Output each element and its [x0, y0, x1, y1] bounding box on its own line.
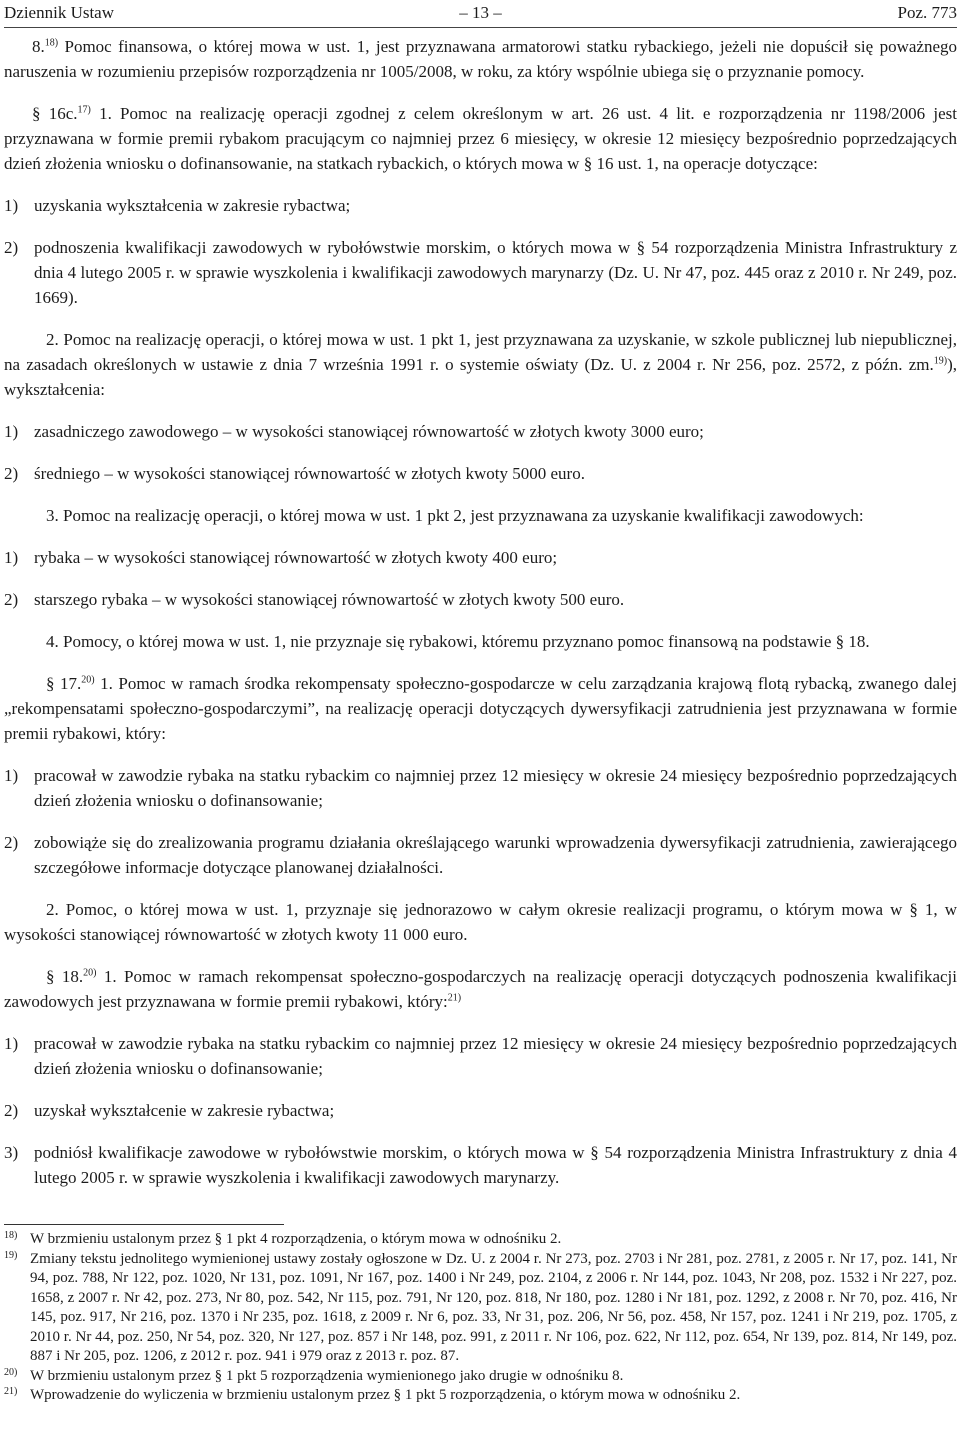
footnote: 19) Zmiany tekstu jednolitego wymienionej ustawy zostały ogłoszone w Dz. U. z 2004 r. Nr 273, poz. 2703 i Nr 281, poz. 2781, z 2005 r. Nr 17, poz. 141, Nr 94, poz. 788, Nr 122, poz. 1020, Nr 131, poz. 1091, Nr 167, poz. 1400 i Nr 249, poz. 2104, z 2006 r. Nr 144, poz. 1043, Nr 208, poz. 1532 i Nr 227, poz. 1658, z 2007 r. Nr 42, poz. 273, Nr 80, poz. 542, Nr 115, poz. 791, Nr 120, poz. 818, Nr 180, poz. 1280 i Nr 181, poz. 1292, z 2008 r. Nr 70, poz. 416, Nr 145, poz. 917, Nr 216, poz. 1370 i Nr 235, poz. 1618, z 2009 r. Nr 6, poz. 33, Nr 31, poz. 206, Nr 56, poz. 458, Nr 157, poz. 1241 i Nr 219, poz. 1705, z 2010 r. Nr 44, poz. 250, Nr 54, poz. 320, Nr 127, poz. 857 i Nr 148, poz. 991, z 2011 r. Nr 106, poz. 622, Nr 112, poz. 654, Nr 139, poz. 814, Nr 149, poz. 887 i Nr 205, poz. 1206, z 2012 r. poz. 941 i 979 oraz z 2013 r. poz. 87. — [4, 1249, 957, 1364]
footnote-ref: 21) — [447, 992, 462, 1004]
footnotes — [4, 1230, 957, 1406]
footnote: 21) Wprowadzenie do wyliczenia w brzmieniu ustalonym przez § 1 pkt 5 rozporządzenia, o którym mowa w odnośniku 2. — [4, 1386, 741, 1403]
list-item: 2) zobowiąże się do zrealizowania programu działania określającego warunki wprowadzenia dywersyfikacji zatrudnienia, zawierającego szczegółowe informacje dotyczące planowanej działalności. — [4, 833, 957, 877]
list-item: 2) starszego rybaka – w wysokości stanowiącej równowartość w złotych kwoty 500 euro. — [4, 590, 625, 609]
list-item: 2) średniego – w wysokości stanowiącej równowartość w złotych kwoty 5000 euro. — [4, 464, 585, 483]
list-item: 1) rybaka – w wysokości stanowiącej równowartość w złotych kwoty 400 euro; — [4, 548, 558, 567]
section-heading: § 16c. — [32, 104, 78, 123]
footnote-ref: 19) — [933, 355, 948, 367]
footnote-ref: 17) — [77, 104, 91, 116]
list-item: 2) uzyskał wykształcenie w zakresie rybactwa; — [4, 1101, 335, 1120]
footnote-ref: 18) — [44, 37, 59, 49]
journal-title: Dziennik Ustaw — [4, 3, 115, 22]
footnote: 18) W brzmieniu ustalonym przez § 1 pkt 4 rozporządzenia, o którym mowa w odnośniku 2. — [4, 1230, 562, 1247]
footnote-ref: 20) — [81, 674, 95, 686]
section-heading: § 18. — [46, 967, 84, 986]
document-body — [4, 34, 957, 1207]
section-17-para-1: § 17.$^{20)}$ 1. Pomoc w ramach środka rekompensaty społeczno-gospodarcze w celu zarządzania krajową flotą rybacką, zwanego dalej „rekompensatami społeczno-gospodarczymi”, na realizację operacji dotyczących dywersyfikacji zatrudnienia jest przyznawana w formie premii rybakowi, który: — [4, 674, 957, 743]
section-18-para-1: § 18.$^{20)}$ 1. Pomoc w ramach rekompensat społeczno-gospodarczych na realizację operacji dotyczących podnoszenia kwalifikacji zawodowych jest przyznawana w formie premii rybakowi, który:$^{21)}$ — [4, 967, 958, 1011]
list-item: 1) pracował w zawodzie rybaka na statku rybackim co najmniej przez 12 miesięcy w okresie 24 miesięcy bezpośrednio poprzedzających dzień złożenia wniosku o dofinansowanie; — [4, 1034, 957, 1078]
header-rule — [4, 27, 957, 28]
section-16c-para-1: § 16c.$^{17)}$ 1. Pomoc na realizację operacji zgodnej z celem określonym w art. 26 ust. 4 lit. e rozporządzenia nr 1198/2006 jest przyznawana w formie premii rybakom pracującym co najmniej przez 6 miesięcy, w okresie 12 miesięcy bezpośrednio poprzedzających dzień złożenia wniosku o dofinansowanie, na statkach rybackich, o których mowa w § 16 ust. 1, na operacje dotyczące: — [4, 104, 957, 173]
list-item: 3) podniósł kwalifikacje zawodowe w rybołówstwie morskim, o których mowa w § 54 rozporządzenia Ministra Infrastruktury z dnia 4 lutego 2005 r. w sprawie wyszkolenia i kwalifikacji zawodowych marynarzy. — [4, 1143, 957, 1187]
list-item: 1) zasadniczego zawodowego – w wysokości stanowiącej równowartość w złotych kwoty 3000 euro; — [4, 422, 704, 441]
section-16c-para-2: 2. Pomoc na realizację operacji, o której mowa w ust. 1 pkt 1, jest przyznawana za uzyskanie, w szkole publicznej lub niepublicznej, na zasadach określonych w ustawie z dnia 7 września 1991 r. o systemie oświaty (Dz. U. z 2004 r. Nr 256, poz. 2572, z późn. zm.$^{19)}$), wykształcenia: — [4, 330, 957, 399]
section-16c-para-3: 3. Pomoc na realizację operacji, o której mowa w ust. 1 pkt 2, jest przyznawana za uzyskanie kwalifikacji zawodowych: — [46, 506, 864, 525]
list-item: 2) podnoszenia kwalifikacji zawodowych w rybołówstwie morskim, o których mowa w § 54 rozporządzenia Ministra Infrastruktury z dnia 4 lutego 2005 r. w sprawie wyszkolenia i kwalifikacji zawodowych marynarzy (Dz. U. Nr 47, poz. 445 oraz z 2010 r. Nr 249, poz. 1669). — [4, 238, 957, 307]
list-item: 1) pracował w zawodzie rybaka na statku rybackim co najmniej przez 12 miesięcy w okresie 24 miesięcy bezpośrednio poprzedzających dzień złożenia wniosku o dofinansowanie; — [4, 766, 957, 810]
section-17-para-2: 2. Pomoc, o której mowa w ust. 1, przyznaje się jednorazowo w całym okresie realizacji programu, o którym mowa w § 1, w wysokości stanowiącej równowartość w złotych kwoty 11 000 euro. — [4, 900, 957, 944]
list-item: 1) uzyskania wykształcenia w zakresie rybactwa; — [4, 196, 351, 215]
page-header — [4, 0, 957, 28]
footnote-rule — [4, 1224, 284, 1225]
page-number: – 13 – — [459, 3, 502, 22]
footnote-ref: 20) — [83, 967, 97, 979]
footnote: 20) W brzmieniu ustalonym przez § 1 pkt 5 rozporządzenia wymienionego jako drugie w odnośniku 8. — [4, 1366, 624, 1384]
position-number: Poz. 773 — [897, 3, 957, 22]
paragraph-8: 8.$^{18)}$ Pomoc finansowa, o której mowa w ust. 1, jest przyznawana armatorowi statku rybackiego, jeżeli nie dopuścił się poważnego naruszenia w rozumieniu przepisów rozporządzenia nr 1005/2008, w roku, za który wspólnie ubiega się o przyznanie pomocy. — [4, 37, 957, 81]
section-heading: § 17. — [46, 674, 82, 693]
section-16c-para-4: 4. Pomocy, o której mowa w ust. 1, nie przyznaje się rybakowi, któremu przyznano pomoc finansową na podstawie § 18. — [46, 632, 870, 651]
